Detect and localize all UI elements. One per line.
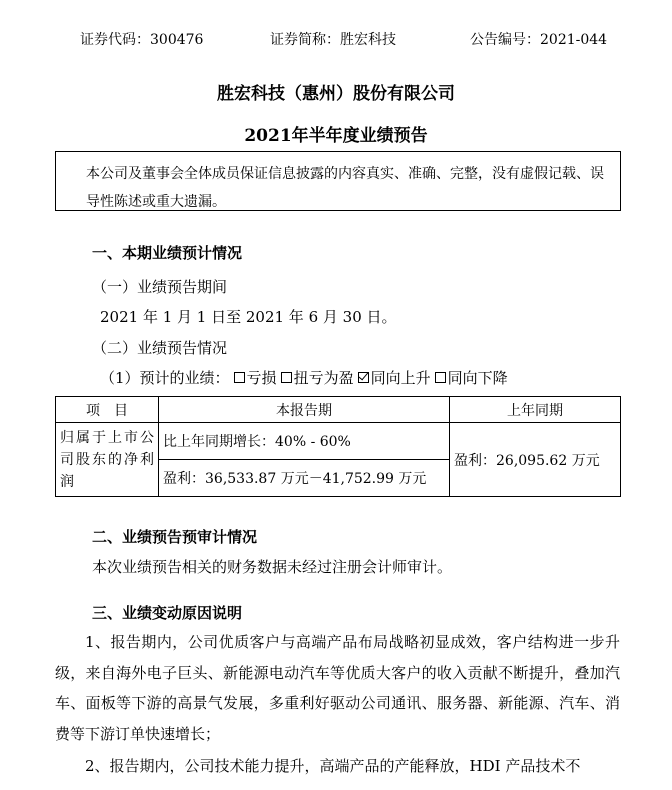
checkbox-turnaround [281,372,292,383]
stock-short-name: 证券简称：胜宏科技 [270,32,396,48]
notice-number: 公告编号：2021-044 [470,32,608,48]
disclaimer-box [55,151,621,211]
checkbox-increase [358,372,369,383]
section2-text: 本次业绩预告相关的财务数据未经过注册会计师审计。 [92,558,453,576]
reason-paragraph-2: 2、报告期内，公司技术能力提升，高端产品的产能释放，HDI 产品技术不 [85,757,581,775]
report-title: 2021年半年度业绩预告 [244,126,428,146]
forecast-period: 2021 年 1 月 1 日至 2021 年 6 月 30 日。 [100,308,397,326]
section1-sub1: （一）业绩预告期间 [92,278,228,296]
header-last-year: 上年同期 [450,397,621,423]
header-current: 本报告期 [159,397,450,423]
option-loss: 亏损 [246,369,277,387]
section3-heading: 三、业绩变动原因说明 [92,604,243,622]
growth-cell: 比上年同期增长：40% - 60% [159,423,450,460]
header-item: 项 目 [56,397,159,423]
profit-cell: 盈利：36,533.87 万元－41,752.99 万元 [159,460,450,497]
row-label: 归属于上市公司股东的净利润 [56,423,159,497]
stock-code: 证券代码：300476 [80,32,204,48]
option-increase: 同向上升 [370,369,431,387]
company-title: 胜宏科技（惠州）股份有限公司 [217,84,455,104]
option-decrease: 同向下降 [447,369,508,387]
reason-paragraph-1: 1、报告期内，公司优质客户与高端产品布局战略初显成效，客户结构进一步升级，来自海外电子巨头、新能源电动汽车等优质大客户的收入贡献不断提升，叠加汽车、面板等下游的高景气发展，多重利好驱动公司通讯、服务器、新能源、汽车、消费等下游订单快速增长； [55,633,620,743]
last-year-profit: 盈利：26,095.62 万元 [450,423,621,497]
section1-heading: 一、本期业绩预计情况 [92,244,243,262]
section2-heading: 二、业绩预告预审计情况 [92,528,258,546]
disclaimer-text: 本公司及董事会全体成员保证信息披露的内容真实、准确、完整，没有虚假记载、误导性陈述或重大遗漏。 [86,166,604,210]
checkbox-loss [234,372,245,383]
option-turnaround: 扭亏为盈 [293,369,354,387]
forecast-prefix: （1）预计的业绩： [100,369,230,387]
performance-table [55,396,621,497]
checkbox-decrease [435,372,446,383]
forecast-options [100,367,508,388]
section1-sub2: （二）业绩预告情况 [92,339,228,357]
